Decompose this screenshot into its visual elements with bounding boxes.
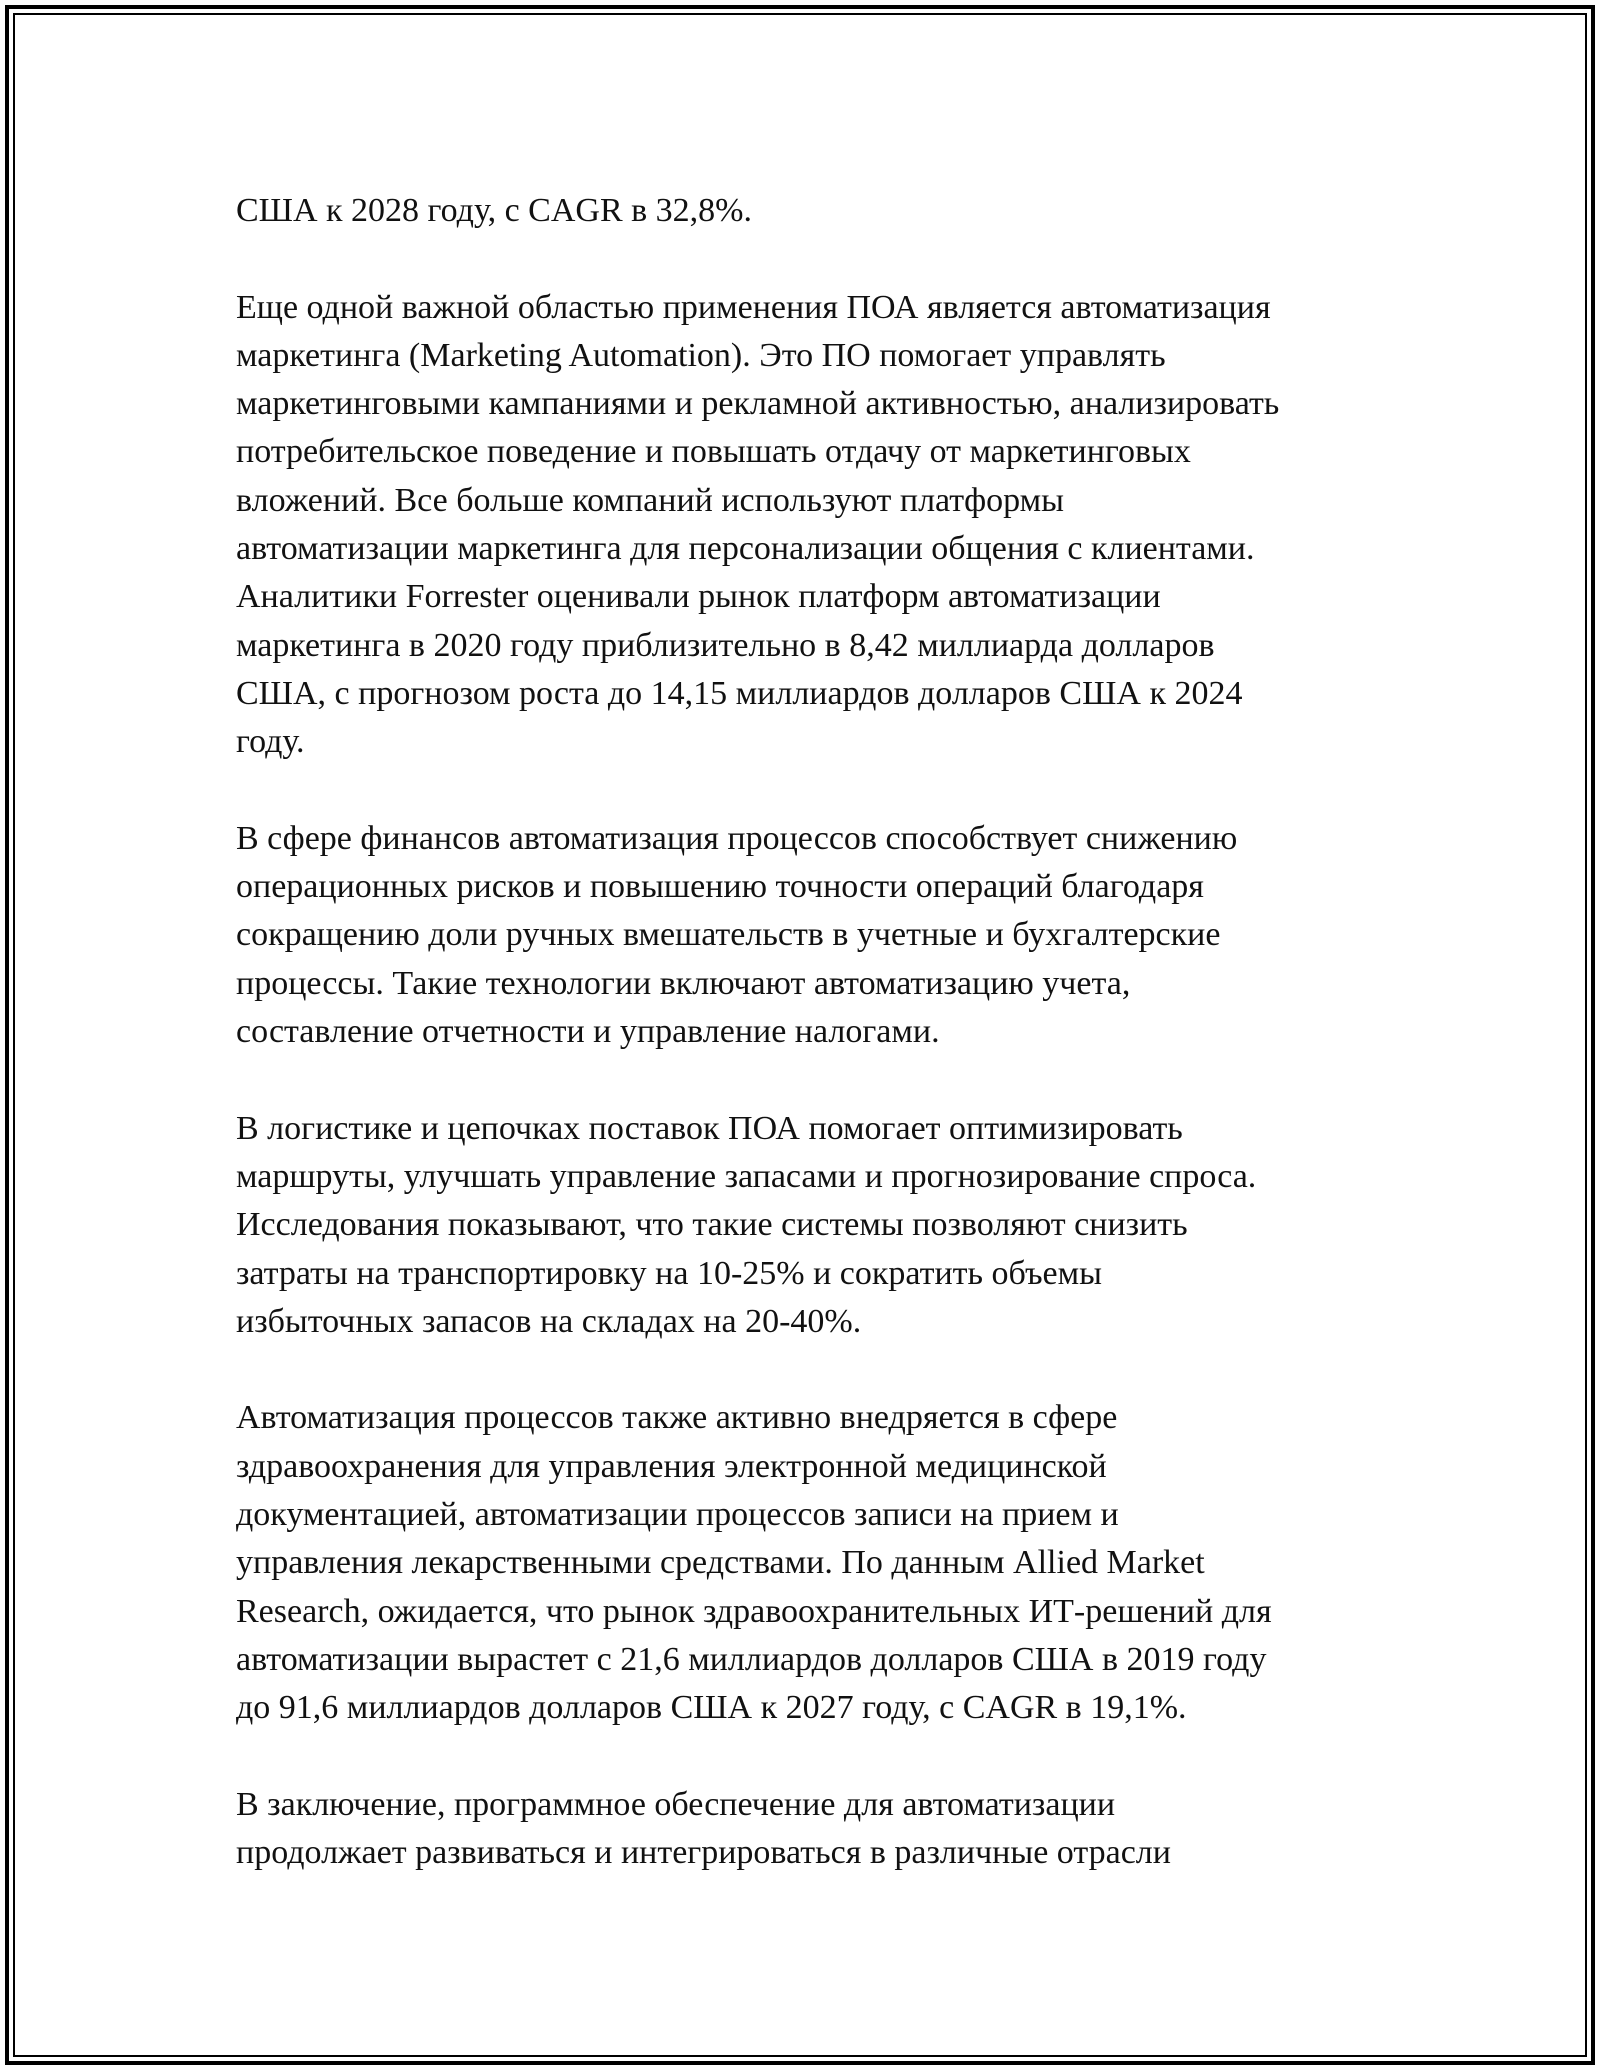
text-line: до 91,6 миллиардов долларов США к 2027 году, с CAGR в 19,1%. — [236, 1689, 1187, 1727]
text-line: продолжает развиваться и интегрироваться в различные отрасли — [236, 1834, 1171, 1872]
text-line: маркетинга в 2020 году приблизительно в 8,42 миллиарда долларов — [236, 626, 1215, 664]
text-line: составление отчетности и управление налогами. — [236, 1013, 940, 1051]
text-line: сокращению доли ручных вмешательств в учетные и бухгалтерские — [236, 916, 1221, 954]
text-line: избыточных запасов на складах на 20-40%. — [236, 1302, 862, 1340]
text-line: процессы. Такие технологии включают автоматизацию учета, — [236, 964, 1131, 1002]
text-line: году. — [236, 723, 305, 761]
text-line: В логистике и цепочках поставок ПОА помогает оптимизировать — [236, 1109, 1183, 1147]
paragraph-2 — [236, 284, 1376, 767]
text-line: Автоматизация процессов также активно внедряется в сфере — [236, 1399, 1118, 1437]
text-line: документацией, автоматизации процессов записи на прием и — [236, 1496, 1119, 1534]
text-line: автоматизации маркетинга для персонализации общения с клиентами. — [236, 530, 1255, 568]
paragraph-3 — [236, 815, 1376, 1056]
text-line: Исследования показывают, что такие системы позволяют снизить — [236, 1206, 1188, 1244]
text-line: управления лекарственными средствами. По данным Allied Market — [236, 1544, 1205, 1582]
text-line: США к 2028 году, с CAGR в 32,8%. — [236, 192, 752, 229]
text-line: операционных рисков и повышению точности операций благодаря — [236, 868, 1204, 906]
text-line: автоматизации вырастет с 21,6 миллиардов долларов США в 2019 году — [236, 1640, 1267, 1678]
paragraph-1 — [236, 187, 1376, 235]
text-line: потребительское поведение и повышать отдачу от маркетинговых — [236, 433, 1191, 471]
paragraph-6 — [236, 1781, 1376, 1878]
text-line: здравоохранения для управления электронной медицинской — [236, 1447, 1107, 1485]
text-line: В заключение, программное обеспечение для автоматизации — [236, 1785, 1116, 1823]
text-line: Еще одной важной областью применения ПОА является автоматизация — [236, 288, 1271, 326]
text-line: маршруты, улучшать управление запасами и прогнозирование спроса. — [236, 1157, 1257, 1195]
document-body — [236, 187, 1376, 1926]
text-line: вложений. Все больше компаний используют платформы — [236, 481, 1064, 519]
text-line: США, с прогнозом роста до 14,15 миллиардов долларов США к 2024 — [236, 674, 1243, 712]
text-line: маркетинга (Marketing Automation). Это ПО помогает управлять — [236, 336, 1166, 374]
text-line: В сфере финансов автоматизация процессов способствует снижению — [236, 819, 1238, 857]
paragraph-4 — [236, 1105, 1376, 1346]
text-line: Research, ожидается, что рынок здравоохранительных ИТ-решений для — [236, 1592, 1272, 1630]
paragraph-5 — [236, 1394, 1376, 1732]
text-line: маркетинговыми кампаниями и рекламной активностью, анализировать — [236, 385, 1280, 423]
text-line: затраты на транспортировку на 10-25% и сократить объемы — [236, 1254, 1103, 1292]
text-line: Аналитики Forrester оценивали рынок платформ автоматизации — [236, 578, 1161, 616]
